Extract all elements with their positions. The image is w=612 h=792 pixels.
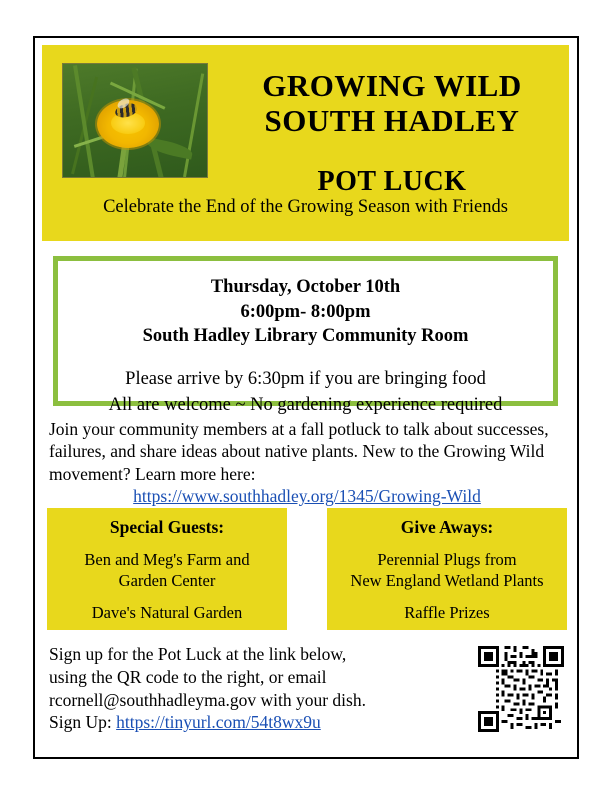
list-item: Garden Center <box>118 570 216 590</box>
signup-link[interactable]: https://tinyurl.com/54t8wx9u <box>116 712 321 733</box>
qr-code[interactable] <box>478 646 564 732</box>
event-details-box <box>53 256 558 415</box>
event-note-arrival: Please arrive by 6:30pm if you are bringing food <box>125 368 486 389</box>
intro-text: Join your community members at a fall potluck to talk about successes, failures, and share ideas about native plants. New to the Growing Wild movement? Learn more here: <box>49 419 549 484</box>
special-guests-heading: Special Guests: <box>109 517 225 537</box>
special-guests-box <box>47 508 287 630</box>
give-aways-heading: Give Aways: <box>400 517 494 537</box>
page-title-line-2: SOUTH HADLEY <box>264 102 520 138</box>
signup-line-1: Sign up for the Pot Luck at the link below, <box>49 644 347 664</box>
growing-wild-link[interactable]: https://www.southhadley.org/1345/Growing-Wild <box>133 486 481 507</box>
page-title-line-1: GROWING WILD <box>262 68 522 103</box>
give-aways-box <box>327 508 567 630</box>
signup-block <box>49 643 469 734</box>
dandelion-with-bee-photo <box>62 63 208 178</box>
header-band <box>42 45 569 241</box>
signup-line-3: rcornell@southhadleyma.gov with your dish. <box>49 689 366 710</box>
list-item: Raffle Prizes <box>404 603 490 623</box>
title-block <box>222 69 562 198</box>
list-item: Perennial Plugs from <box>377 550 517 569</box>
tagline: Celebrate the End of the Growing Season with Friends <box>103 197 508 217</box>
list-item: New England Wetland Plants <box>350 570 544 590</box>
page-subtitle: POT LUCK <box>317 166 467 198</box>
list-item: Dave's Natural Garden <box>91 603 243 623</box>
event-note-welcome: All are welcome ~ No gardening experience required <box>108 394 503 415</box>
signup-line-2: using the QR code to the right, or email <box>49 666 327 687</box>
event-location: South Hadley Library Community Room <box>142 326 469 347</box>
event-date: Thursday, October 10th <box>210 277 401 297</box>
flyer-border <box>33 36 579 759</box>
signup-label: Sign Up: <box>49 712 112 733</box>
list-item: Ben and Meg's Farm and <box>84 550 250 569</box>
intro-paragraph <box>49 418 565 508</box>
event-time: 6:00pm- 8:00pm <box>240 301 371 322</box>
